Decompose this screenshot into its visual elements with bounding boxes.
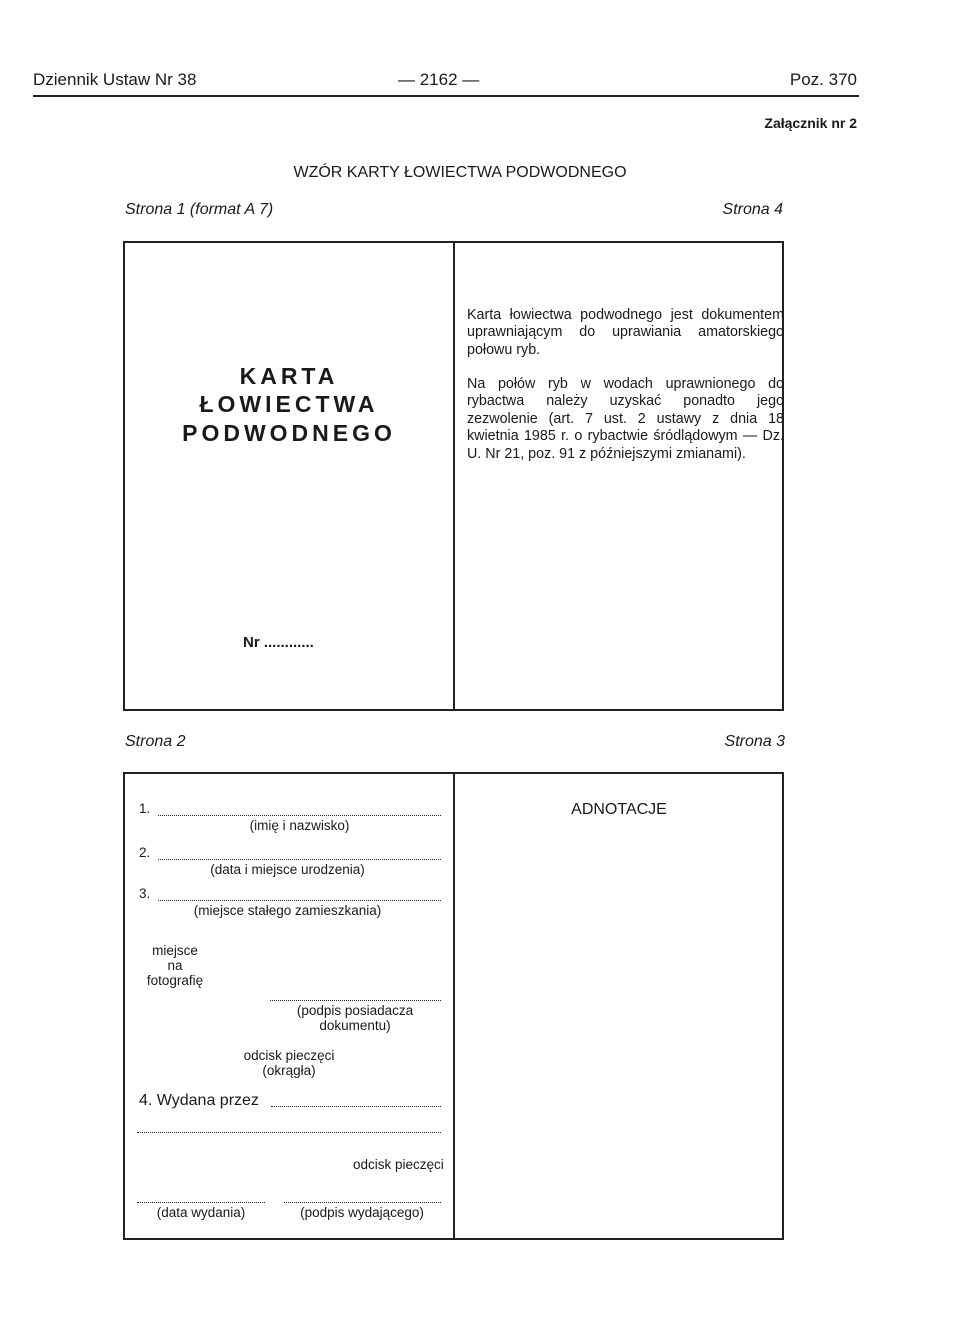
position-number: Poz. 370 — [789, 70, 857, 89]
issue-date-line — [137, 1202, 265, 1203]
card-number: Nr ............ — [243, 634, 314, 651]
page1-label: Strona 1 (format A 7) — [125, 201, 274, 218]
item2-number: 2. — [139, 845, 151, 860]
page2-label: Strona 2 — [125, 733, 186, 750]
back-paragraph-2: Na połów ryb w wodach uprawnionego do rybactwa należy uzyskać ponadto jego zezwolenie (art. 7 ust. 2 ustawy z dnia 18 kwietnia 1985 r. o rybactwie śródlądowym — Dz. U. Nr 21, poz. 91 z późniejszymi zmianami). — [467, 376, 784, 462]
item4-second-dotted-line — [137, 1132, 441, 1133]
header-rule — [33, 95, 859, 97]
back-paragraph-1: Karta łowiectwa podwodnego jest dokumentem uprawniającym do uprawiania amatorskiego połowu ryb. — [467, 307, 784, 358]
item4-label: 4. Wydana przez — [139, 1092, 259, 1109]
fold-line-bottom — [453, 772, 455, 1240]
round-stamp-label-1: odcisk pieczęci — [243, 1048, 335, 1063]
item1-number: 1. — [139, 801, 151, 816]
photo-label-line1: miejsce — [152, 943, 198, 958]
item3-caption: (miejsce stałego zamieszkania) — [193, 903, 382, 918]
holder-signature-line — [270, 1000, 441, 1001]
journal-name: Dziennik Ustaw Nr 38 — [33, 70, 197, 89]
annotations-heading: ADNOTACJE — [571, 801, 667, 818]
item1-dotted-line — [158, 815, 441, 816]
item3-number: 3. — [139, 886, 151, 901]
issuer-signature-caption: (podpis wydającego) — [300, 1205, 424, 1220]
round-stamp-label-2: (okrągła) — [262, 1063, 316, 1078]
card-title-podwodnego: PODWODNEGO — [182, 420, 396, 446]
attachment-label: Załącznik nr 2 — [764, 115, 857, 131]
page-number: — 2162 — — [398, 70, 480, 89]
stamp-label: odcisk pieczęci — [353, 1157, 444, 1172]
item1-caption: (imię i nazwisko) — [249, 818, 350, 833]
issue-date-caption: (data wydania) — [156, 1205, 246, 1220]
page4-label: Strona 4 — [722, 201, 783, 218]
photo-label-line2: na — [167, 958, 183, 973]
card-title-karta: KARTA — [239, 363, 339, 389]
fold-line-top — [453, 241, 455, 711]
holder-signature-caption-2: dokumentu) — [319, 1018, 391, 1033]
item3-dotted-line — [158, 900, 441, 901]
issuer-signature-line — [284, 1202, 441, 1203]
item2-caption: (data i miejsce urodzenia) — [210, 862, 365, 877]
item4-dotted-line — [271, 1106, 441, 1107]
photo-label-line3: fotografię — [146, 973, 204, 988]
document-title: WZÓR KARTY ŁOWIECTWA PODWODNEGO — [293, 164, 627, 181]
item2-dotted-line — [158, 859, 441, 860]
page3-label: Strona 3 — [724, 733, 785, 750]
card-title-lowiectwa: ŁOWIECTWA — [199, 391, 379, 417]
holder-signature-caption-1: (podpis posiadacza — [296, 1003, 414, 1018]
